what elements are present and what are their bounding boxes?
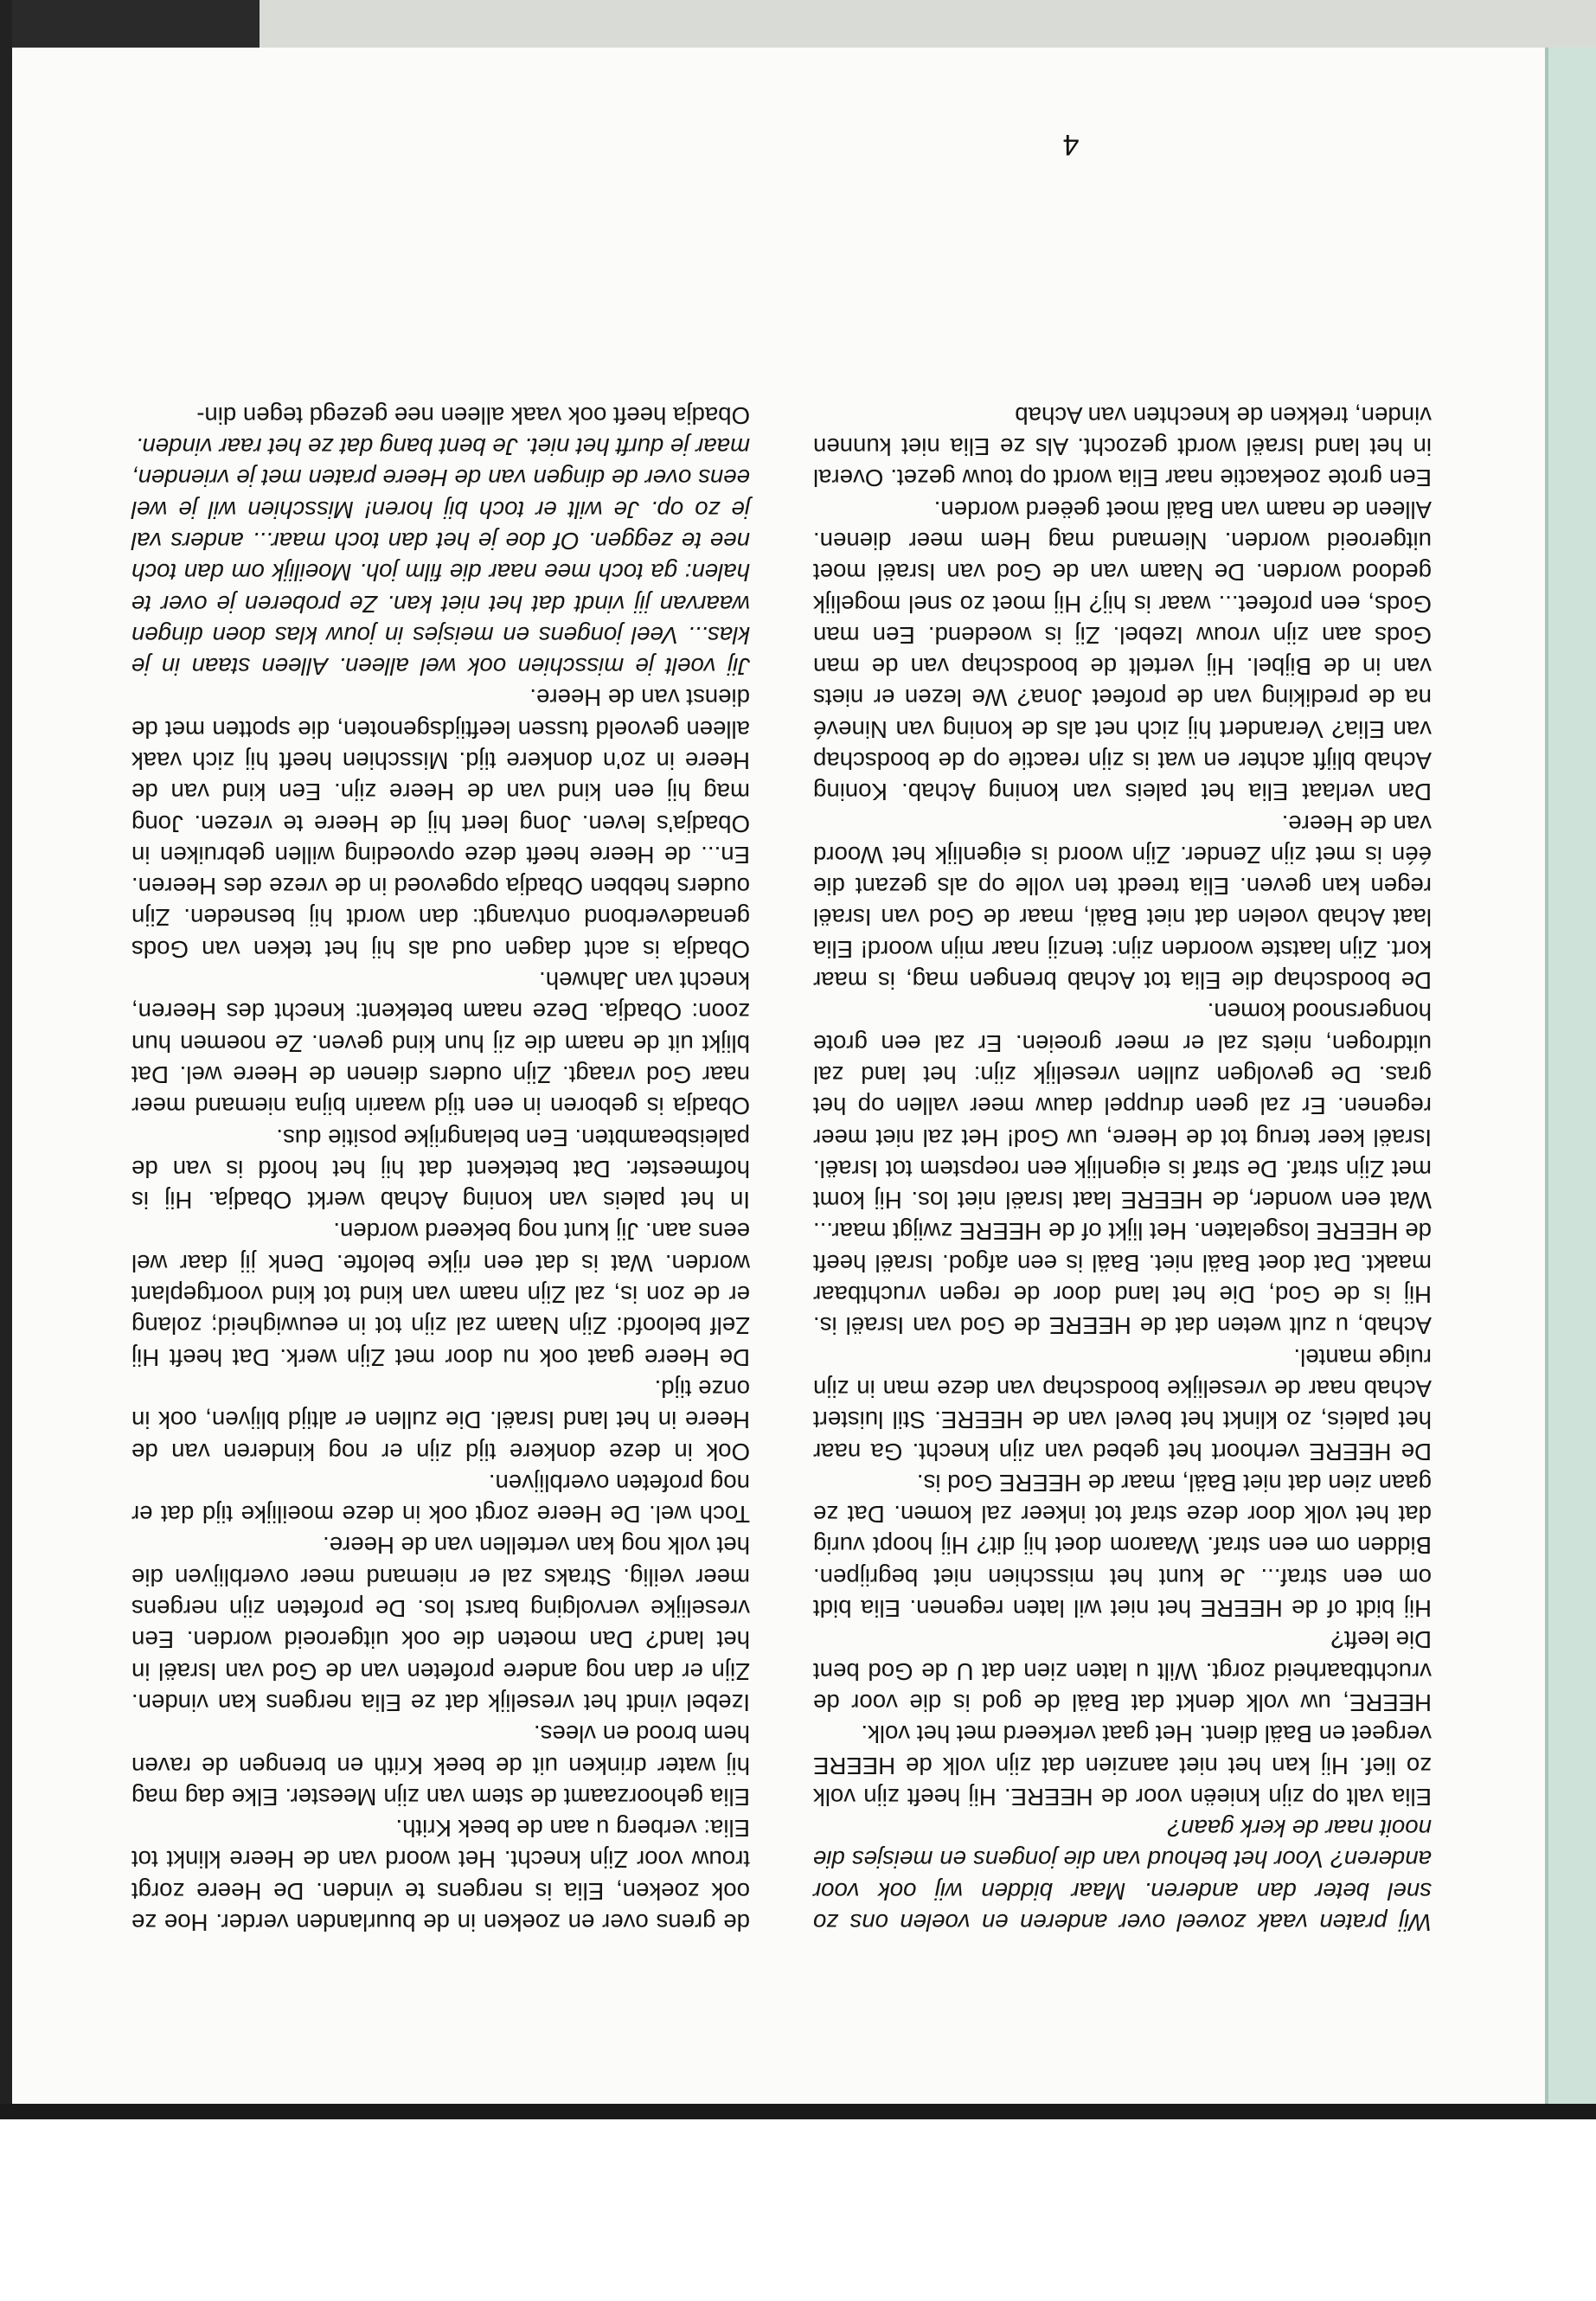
paragraph: Jij voelt je misschien ook wel alleen. Alleen staan in je klas... Veel jongens en meisjes in jouw klas doen dingen waarvan jij vindt dat het niet kan. Ze proberen je over te halen: ga toch mee naar die film joh. Moeilijk om dan toch nee te zeggen. Of doe je het dan toch maar... anders val je zo op. Je wilt er toch bij horen! Misschien wil je wel eens over de dingen van de Heere praten met je vrienden, maar je durft het niet. Je bent bang dat ze het raar vinden. — [131, 433, 750, 681]
paragraph: Obadja is geboren in een tijd waarin bijna niemand meer naar God vraagt. Zijn ouders dienen de Heere wel. Dat blijkt uit de naam die zij hun kind geven. Ze noemen hun zoon: Obadja. Deze naam betekent: knecht des Heeren, knecht van Jahweh. — [131, 967, 750, 1120]
paragraph: de grens over en zoeken in de buurlanden verder. Hoe ze ook zoeken, Elia is nergens te vinden. De Heere zorgt trouw voor Zijn knecht. Het woord van de Heere klinkt tot Elia: verberg u aan de beek Krith. — [131, 1815, 750, 1936]
paragraph: Ook in deze donkere tijd zijn er nog kinderen van de Heere in het land Israël. Die zullen er altijd blijven, ook in onze tijd. — [131, 1375, 750, 1465]
paragraph: In het paleis van koning Achab werkt Obadja. Hij is hofmeester. Dat betekent dat hij het hoofd is van de paleisbeambten. Een belangrijke positie dus. — [131, 1124, 750, 1215]
paragraph: Hij bidt of de HEERE het niet wil laten regenen. Elia bidt om een straf... Je kunt het misschien niet begrijpen. Bidden om een straf. Waarom doet hij dit? Hij hoopt vurig dat het volk door deze straf tot inkeer zal komen. Dat ze gaan zien dat niet Baäl, maar de HEERE God is. — [813, 1469, 1432, 1623]
paragraph: Wij praten vaak zoveel over anderen en voelen ons zo snel beter dan anderen. Maar bidden wij ook voor anderen? Voor het behoud van die jongens en meisjes die nooit naar de kerk gaan? — [813, 1815, 1432, 1936]
paragraph: De HEERE verhoort het gebed van zijn knecht. Ga naar het paleis, zo klinkt het bevel van de HEERE. Stil luistert Achab naar de vreselijke boodschap van deze man in zijn ruige mantel. — [813, 1343, 1432, 1465]
paragraph: Toch wel. De Heere zorgt ook in deze moeilijke tijd dat er nog profeten overblijven. — [131, 1469, 750, 1529]
blank-area-below-scan — [0, 2119, 1596, 2301]
paragraph: Elia gehoorzaamt de stem van zijn Meester. Elke dag mag hij water drinken uit de beek Krith en brengen de raven hem brood en vlees. — [131, 1721, 750, 1811]
paragraph: Een grote zoekactie naar Elia wordt op touw gezet. Overal in het land Israël wordt gezocht. Als ze Elia niet kunnen vinden, trekken de knechten van Achab — [813, 401, 1432, 492]
left-text-column — [813, 399, 1432, 1938]
paragraph: De boodschap die Elia tot Achab brengen mag, is maar kort. Zijn laatste woorden zijn: tenzij naar mijn woord! Elia laat Achab voelen dat niet Baäl, maar de God van Israël regen kan geven. Elia treedt ten volle op als gezant die één is met zijn Zender. Zijn woord is eigenlijk het Woord van de Heere. — [813, 810, 1432, 995]
paragraph: Izebel vindt het vreselijk dat ze Elia nergens kan vinden. Zijn er dan nog andere profeten van de God van Israël in het land? Dan moeten die ook uitgeroeid worden. Een vreselijke vervolging barst los. De profeten zijn nergens meer veilig. Straks zal er niemand meer overblijven die het volk nog kan vertellen van de Heere. — [131, 1532, 750, 1716]
paragraph: Obadja heeft ook vaak alleen nee gezegd tegen din- — [196, 401, 750, 429]
paragraph: Elia valt op zijn knieën voor de HEERE. Hij heeft zijn volk zo lief. Hij kan het niet aanzien dat zijn volk de HEERE vergeet en Baäl dient. Het gaat verkeerd met het volk. — [813, 1721, 1432, 1811]
paragraph: Dan verlaat Elia het paleis van koning Achab. Koning Achab blijft achter en wat is zijn reactie op de boodschap van Elia? Verandert hij zich net als de koning van Ninevé na de prediking van de profeet Jona? We lezen er niets van in de Bijbel. Hij vertelt de boodschap van de man Gods aan zijn vrouw Izebel. Zij is woedend. Een man Gods, een profeet... waar is hij? Hij moet zo snel mogelijk gedood worden. De Naam van de God van Israël moet uitgeroeid worden. Niemand mag Hem meer dienen. Alleen de naam van Baäl moet geëerd worden. — [813, 496, 1432, 806]
paragraph: Obadja is acht dagen oud als hij het teken van Gods genadeverbond ontvangt: dan wordt hij besneden. Zijn ouders hebben Obadja opgevoed in de vreze des Heeren. En... de Heere heeft deze opvoeding willen gebruiken in Obadja's leven. Jong leert hij de Heere te vrezen. Jong mag hij een kind van de Heere zijn. Een kind van de Heere in zo'n donkere tijd. Misschien heeft hij zich vaak alleen gevoeld tussen leeftijdsgenoten, die spotten met de dienst van de Heere. — [131, 684, 750, 963]
paragraph: HEERE, uw volk denkt dat Baäl de god is die voor de vruchtbaarheid zorgt. Wilt u laten zien dat U de God bent Die leeft? — [813, 1626, 1432, 1716]
right-text-column — [131, 399, 750, 1938]
paragraph: Achab, u zult weten dat de HEERE de God van Israël is. Hij is de God, Die het land door de regen vruchtbaar maakt. Dat doet Baäl niet. Baäl is een afgod. Israël heeft de HEERE losgelaten. Het lijkt of de HEERE zwijgt maar... Wat een wonder, de HEERE laat Israël niet los. Hij komt met Zijn straf. De straf is eigenlijk een roepstem tot Israël. Israël keer terug tot de Heere, uw God! Het zal niet meer regenen. Er zal geen druppel dauw meer vallen op het gras. De gevolgen zullen vreselijk zijn: het land zal uitdrogen, niets zal er meer groeien. Er zal een grote hongersnood komen. — [813, 998, 1432, 1340]
page-number: 4 — [1062, 128, 1080, 161]
paragraph: De Heere gaat ook nu door met Zijn werk. Dat heeft Hij Zelf beloofd: Zijn Naam zal zijn tot in eeuwigheid; zolang er de zon is, zal Zijn naam van kind tot kind voortgeplant worden. Wat is dat een rijke belofte. Denk jij daar wel eens aan. Jij kunt nog bekeerd worden. — [131, 1218, 750, 1371]
